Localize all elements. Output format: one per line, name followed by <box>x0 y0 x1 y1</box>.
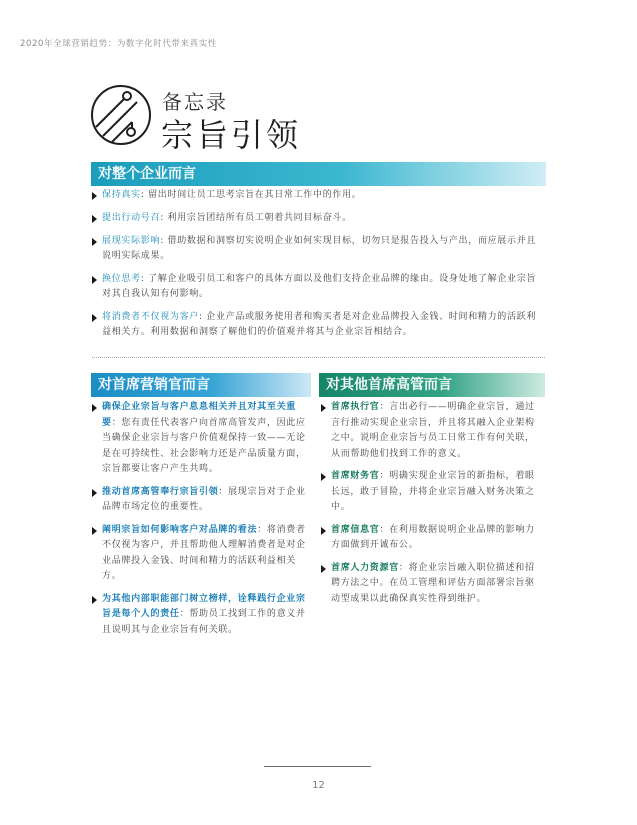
item-text: : 留出时间让员工思考宗旨在其日常工作中的作用。 <box>140 190 362 200</box>
enterprise-section-heading: 对整个企业而言 <box>91 162 546 186</box>
item-keyword: 首席执行官 <box>331 402 380 412</box>
item-text: ：您有责任代表客户向首席高管发声，因此应当确保企业宗旨与客户价值观保持一致——无论是在可持续性、社会影响力还是产品质量方面，宗旨都要让客户产生共鸣。 <box>102 417 306 474</box>
triangle-bullet-icon <box>92 215 97 223</box>
item-keyword: 推动首席高管奉行宗旨引领 <box>102 486 219 497</box>
list-item <box>92 592 308 639</box>
item-text: ：展现宗旨对于企业品牌市场定位的重要性。 <box>102 486 306 512</box>
triangle-bullet-icon <box>92 527 97 535</box>
triangle-bullet-icon <box>92 489 97 497</box>
list-item <box>321 400 543 462</box>
triangle-bullet-icon <box>92 192 97 200</box>
cmo-section-heading: 对首席营销官而言 <box>91 373 311 397</box>
triangle-bullet-icon <box>92 276 97 284</box>
footer-rule <box>264 766 371 767</box>
list-item <box>92 400 308 478</box>
circuit-icon <box>90 84 152 146</box>
list-item <box>92 188 544 203</box>
item-keyword: 换位思考 <box>102 274 141 284</box>
page-number: 12 <box>312 780 325 791</box>
item-keyword: 首席信息官 <box>331 524 380 535</box>
item-text: : 了解企业吸引员工和客户的具体方面以及他们支持企业品牌的缘由。设身处地了解企业宗旨对其自我认知有何影响。 <box>102 274 537 299</box>
triangle-bullet-icon <box>321 404 326 412</box>
item-keyword: 阐明宗旨如何影响客户对品牌的看法 <box>102 524 258 535</box>
item-text: : 企业产品或服务使用者和购买者是对企业品牌投入金钱、时间和精力的活跃利益相关方。利用数据和洞察了解他们的价值观并将其与企业宗旨相结合。 <box>102 312 537 337</box>
list-item <box>321 561 543 608</box>
executives-list <box>321 400 543 614</box>
triangle-bullet-icon <box>321 565 326 573</box>
item-keyword: 首席人力资源官 <box>331 562 399 573</box>
section-divider <box>92 357 545 358</box>
item-keyword: 提出行动号召 <box>102 213 161 223</box>
running-header: 2020年全球营销趋势：为数字化时代带来真实性 <box>20 39 217 49</box>
list-item <box>321 523 543 554</box>
item-text: : 借助数据和洞察切实说明企业如何实现目标，切勿只是报告投入与产出，而应展示并且说明实际成果。 <box>102 236 537 261</box>
cmo-list <box>92 400 308 645</box>
item-keyword: 将消费者不仅视为客户 <box>102 312 200 322</box>
executives-section-heading: 对其他首席高管而言 <box>319 373 545 397</box>
triangle-bullet-icon <box>92 314 97 322</box>
item-text: ：帮助员工找到工作的意义并且说明其与企业宗旨有何关联。 <box>102 609 306 635</box>
list-item <box>321 469 543 516</box>
list-item <box>92 272 544 302</box>
list-item <box>92 523 308 585</box>
item-text: ：将消费者不仅视为客户，并且帮助他人理解消费者是对企业品牌投入金钱、时间和精力的活跃利益相关方。 <box>102 524 306 581</box>
page-title: 宗旨引领 <box>161 116 302 154</box>
item-text: ：言出必行——明确企业宗旨，通过言行推动实现企业宗旨，并且将其融入企业架构之中。说明企业宗旨与员工日常工作有何关联，从而帮助他们找到工作的意义。 <box>331 402 535 459</box>
item-keyword: 保持真实 <box>102 190 141 200</box>
item-text: ：将企业宗旨融入职位描述和招聘方法之中。在员工管理和评估方面部署宗旨驱动型成果以此确保真实性得到维护。 <box>331 562 535 604</box>
item-keyword: 展现实际影响 <box>102 236 161 246</box>
triangle-bullet-icon <box>92 404 97 412</box>
triangle-bullet-icon <box>321 527 326 535</box>
list-item <box>92 485 308 516</box>
item-keyword: 首席财务官 <box>331 471 380 481</box>
item-keyword: 确保企业宗旨与客户息息相关并且对其至关重要 <box>102 402 297 428</box>
list-item <box>92 234 544 264</box>
triangle-bullet-icon <box>321 473 326 481</box>
memo-label: 备忘录 <box>162 90 228 114</box>
enterprise-list <box>92 188 544 348</box>
triangle-bullet-icon <box>92 238 97 246</box>
item-text: : 利用宗旨团结所有员工朝着共同目标奋斗。 <box>160 213 352 223</box>
triangle-bullet-icon <box>92 596 97 604</box>
item-text: ：在利用数据说明企业品牌的影响力方面做到开诚布公。 <box>331 524 535 550</box>
list-item <box>92 211 544 226</box>
item-keyword: 为其他内部职能部门树立榜样，诠释践行企业宗旨是每个人的责任 <box>102 593 306 619</box>
list-item <box>92 310 544 340</box>
item-text: ：明确实现企业宗旨的新指标，着眼长远，敢于冒险，并将企业宗旨融入财务决策之中。 <box>331 471 535 512</box>
